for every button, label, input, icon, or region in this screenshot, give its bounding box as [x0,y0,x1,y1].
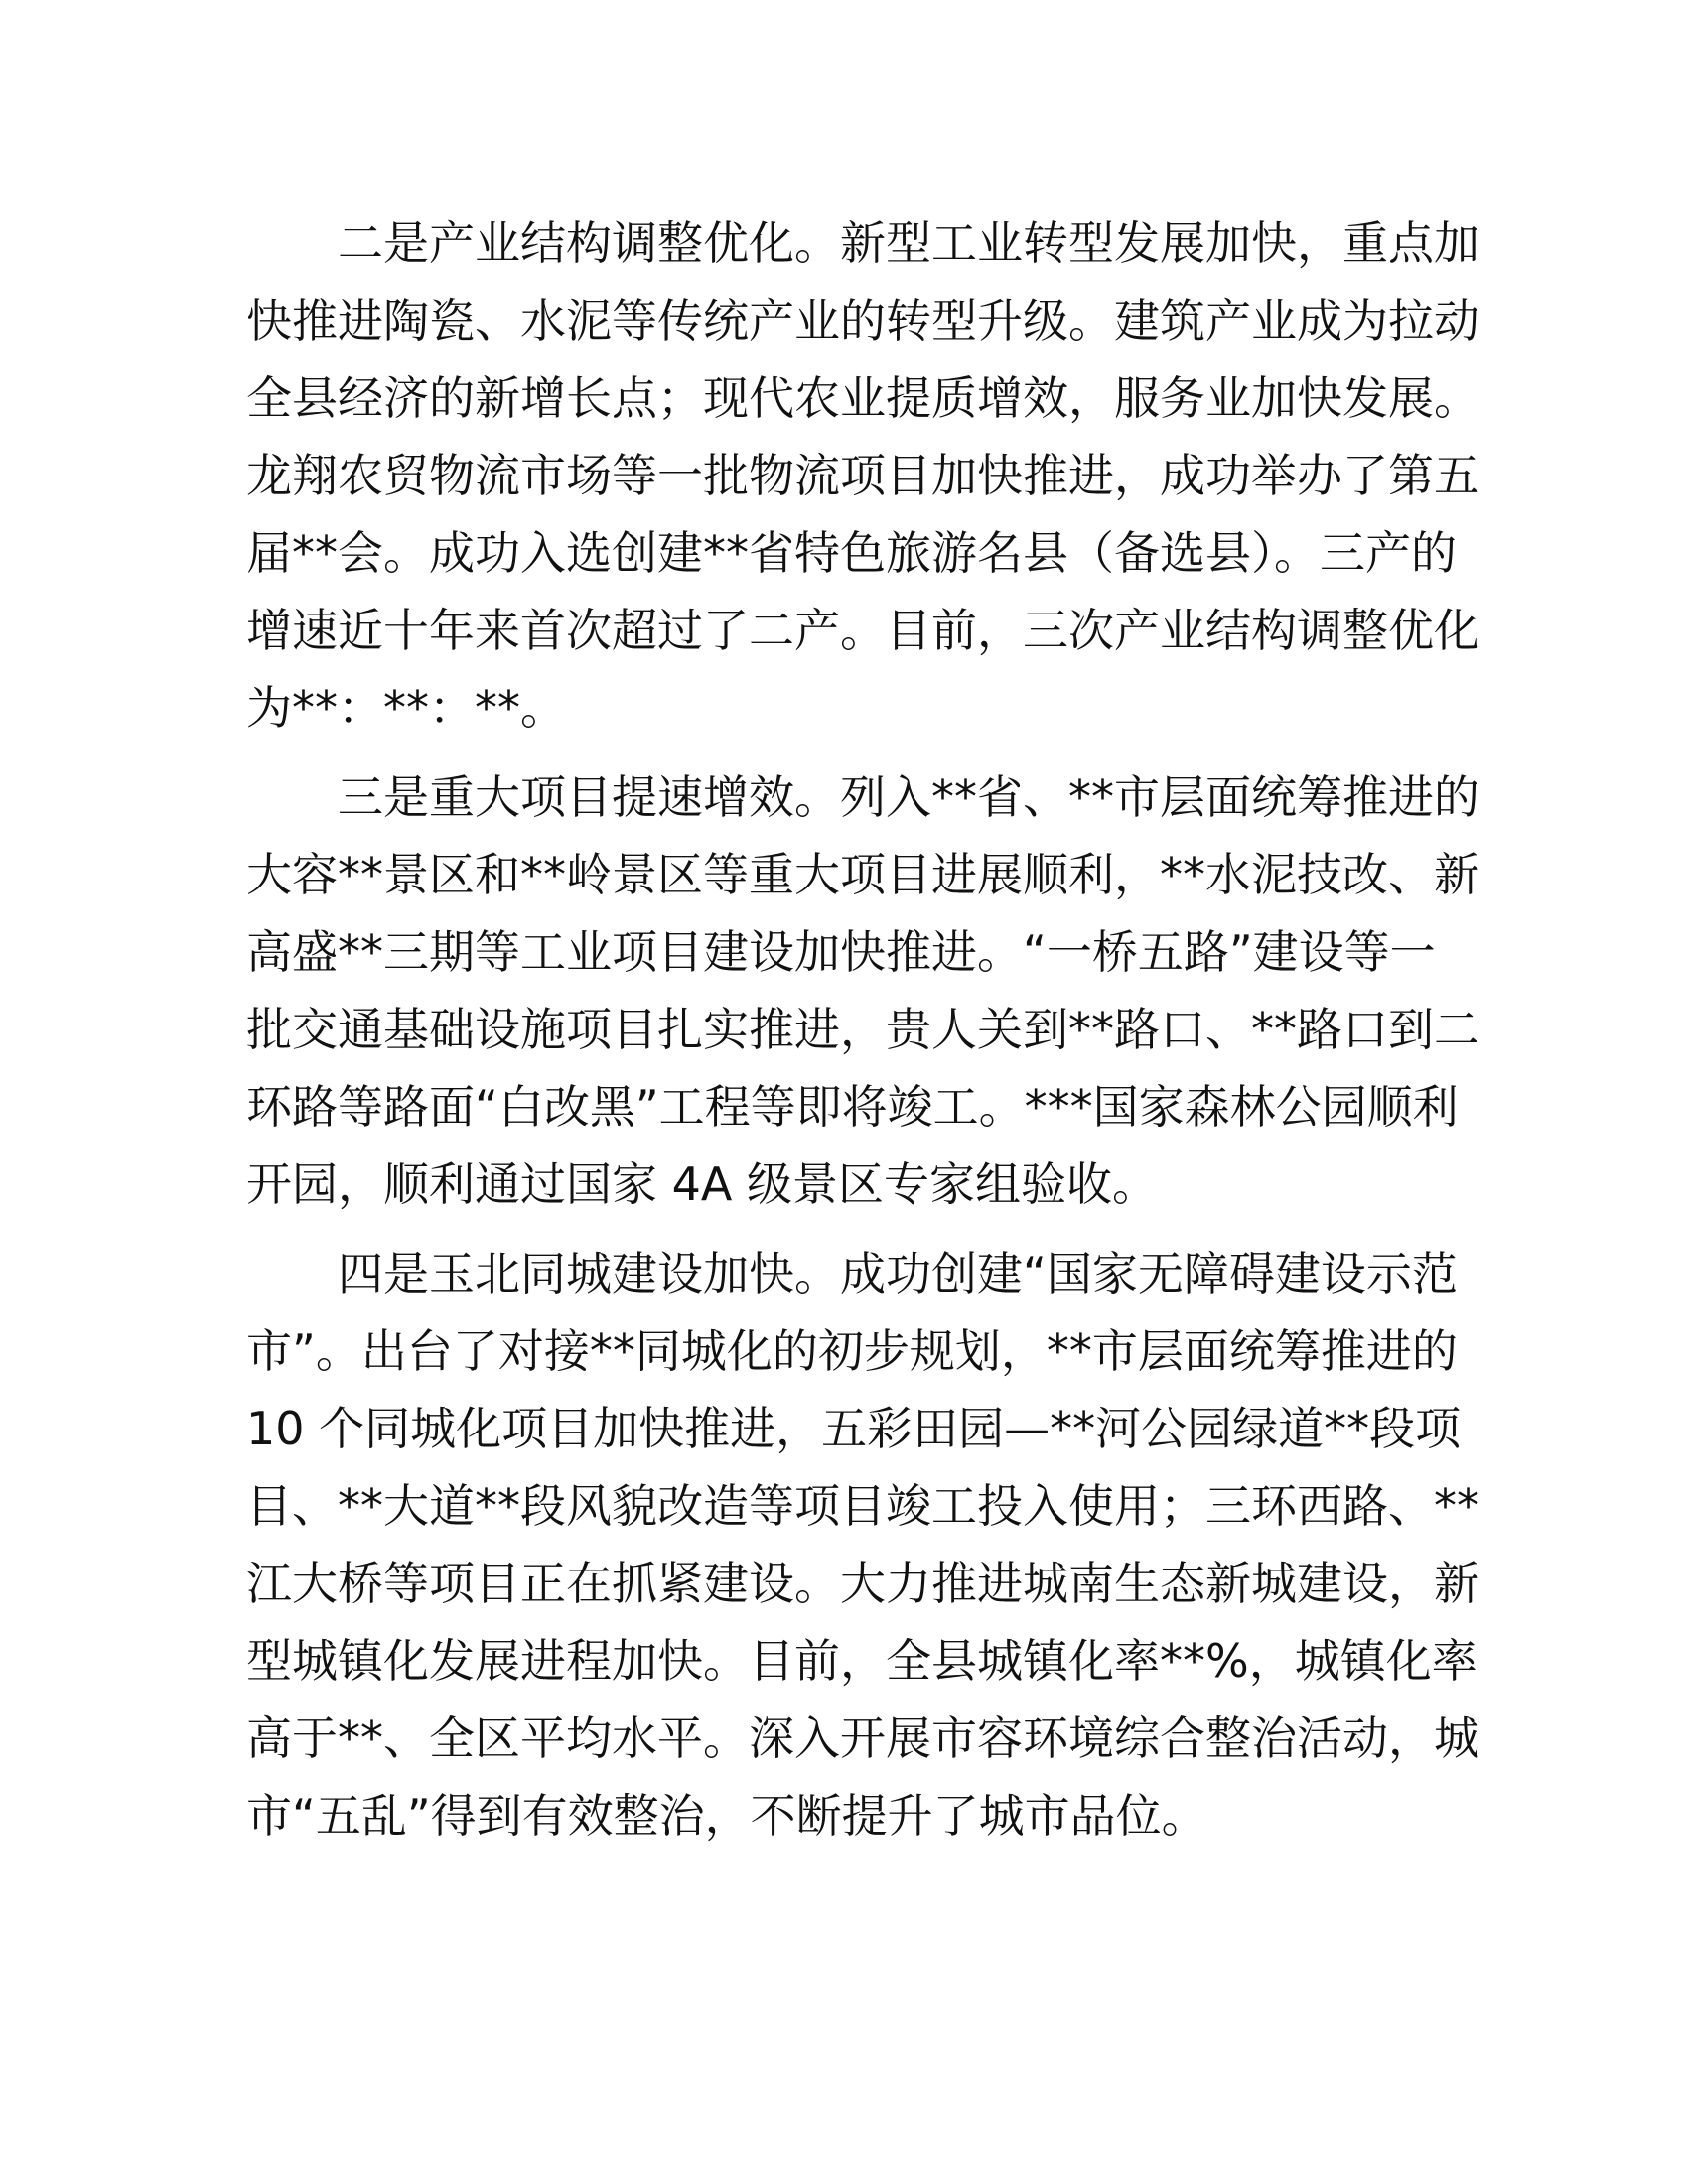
paragraph-line: 型城镇化发展进程加快。目前，全县城镇化率**%，城镇化率 [246,1634,1477,1688]
paragraph-line: 大容**景区和**岭景区等重大项目进展顺利，**水泥技改、新 [246,848,1479,901]
document-body [246,205,1479,1866]
paragraph-line: 开园，顺利通过国家 4A 级景区专家组验收。 [246,1158,1158,1211]
paragraph-line: 批交通基础设施项目扎实推进，贵人关到**路口、**路口到二 [246,1003,1479,1056]
paragraph-line: 环路等路面“白改黑”工程等即将竣工。***国家森林公园顺利 [246,1080,1459,1134]
paragraph-line: 全县经济的新增长点；现代农业提质增效，服务业加快发展。 [246,371,1479,425]
paragraph-line: 市”。出台了对接**同城化的初步规划，**市层面统筹推进的 [246,1324,1458,1378]
paragraph-line: 增速近十年来首次超过了二产。目前，三次产业结构调整优化 [246,604,1479,657]
paragraph-line: 高盛**三期等工业项目建设加快推进。“一桥五路”建设等一 [246,925,1436,979]
paragraph-line: 市“五乱”得到有效整治，不断提升了城市品位。 [246,1789,1207,1843]
paragraph-line: 为**：**：**。 [246,681,566,735]
paragraph-line: 10 个同城化项目加快推进，五彩田园—**河公园绿道**段项 [246,1402,1462,1455]
paragraph-line: 快推进陶瓷、水泥等传统产业的转型升级。建筑产业成为拉动 [246,294,1479,347]
paragraph-line: 江大桥等项目正在抓紧建设。大力推进城南生态新城建设，新 [246,1557,1479,1610]
paragraph-line: 二是产业结构调整优化。新型工业转型发展加快，重点加 [338,216,1479,270]
paragraph-line: 届**会。成功入选创建**省特色旅游名县（备选县）。三产的 [246,526,1457,580]
paragraph-major-projects [246,758,1479,1223]
paragraph-line: 三是重大项目提速增效。列入**省、**市层面统筹推进的 [338,770,1479,824]
paragraph-urban-integration [246,1235,1479,1854]
paragraph-line: 高于**、全区平均水平。深入开展市容环境综合整治活动，城 [246,1711,1479,1765]
paragraph-line: 四是玉北同城建设加快。成功创建“国家无障碍建设示范 [338,1247,1458,1300]
paragraph-line: 龙翔农贸物流市场等一批物流项目加快推进，成功举办了第五 [246,449,1479,502]
paragraph-industry-structure [246,205,1479,747]
paragraph-line: 目、**大道**段风貌改造等项目竣工投入使用；三环西路、** [246,1479,1479,1533]
